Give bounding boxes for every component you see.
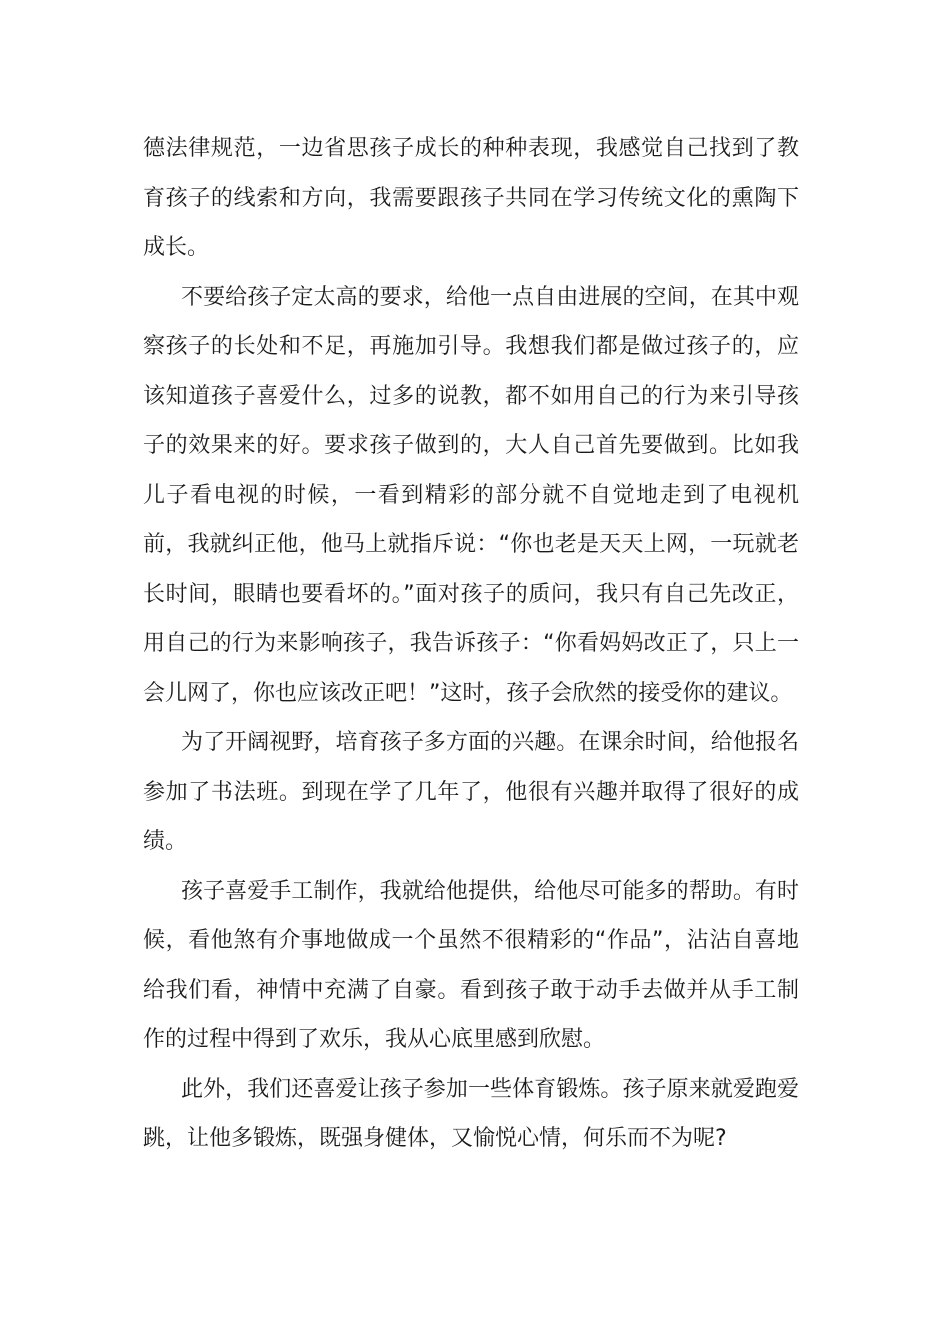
paragraph-guidance: 不要给孩子定太高的要求，给他一点自由进展的空间，在其中观察孩子的长处和不足，再施加引导。我想我们都是做过孩子的，应该知道孩子喜爱什么，过多的说教，都不如用自己的行为来引导孩子的效果来的好。要求孩子做到的，大人自己首先要做到。比如我儿子看电视的时候，一看到精彩的部分就不自觉地走到了电视机前，我就纠正他，他马上就指斥说：“你也老是天天上网，一玩就老长时间，眼睛也要看坏的。”面对孩子的质问，我只有自己先改正，用自己的行为来影响孩子，我告诉孩子：“你看妈妈改正了，只上一会儿网了，你也应该改正吧！”这时，孩子会欣然的接受你的建议。 <box>143 284 799 706</box>
document-page <box>143 124 799 1164</box>
paragraph-continuation: 德法律规范，一边省思孩子成长的种种表现，我感觉自己找到了教育孩子的线索和方向，我需要跟孩子共同在学习传统文化的熏陶下成长。 <box>143 136 799 260</box>
paragraph-calligraphy: 为了开阔视野，培育孩子多方面的兴趣。在课余时间，给他报名参加了书法班。到现在学了几年了，他很有兴趣并取得了很好的成绩。 <box>143 730 799 854</box>
paragraph-handicraft: 孩子喜爱手工制作，我就给他提供，给他尽可能多的帮助。有时候，看他煞有介事地做成一个虽然不很精彩的“作品”，沾沾自喜地给我们看，神情中充满了自豪。看到孩子敢于动手去做并从手工制作的过程中得到了欢乐，我从心底里感到欣慰。 <box>143 878 799 1052</box>
paragraph-sports: 此外，我们还喜爱让孩子参加一些体育锻炼。孩子原来就爱跑爱跳，让他多锻炼，既强身健体，又愉悦心情，何乐而不为呢? <box>143 1076 799 1151</box>
